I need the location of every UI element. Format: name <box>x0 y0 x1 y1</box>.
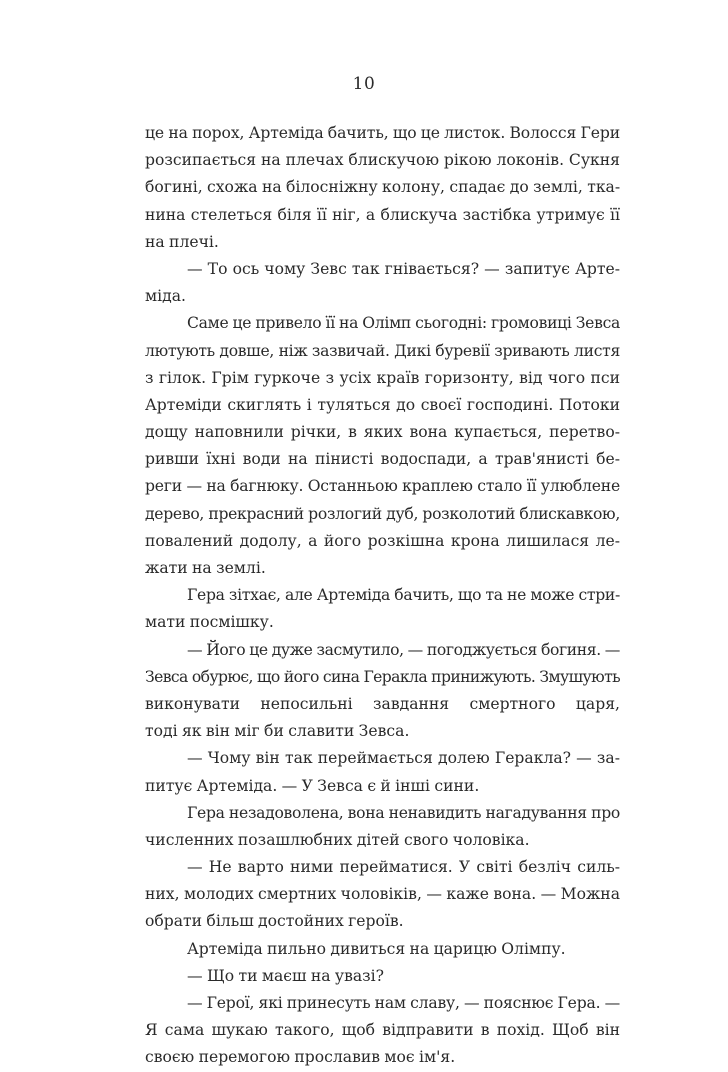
text-line: Артеміди скиглять і туляться до своєї господині. Потоки <box>145 395 620 414</box>
text-line: ривши їхні води на пінисті водоспади, а трав'янисті бе- <box>145 450 620 469</box>
text-line: дощу наповнили річки, в яких вона купається, перетво- <box>145 423 620 442</box>
page-number: 10 <box>352 74 376 94</box>
text-line: нина стелеться біля її ніг, а блискуча застібка утримує її <box>145 205 620 224</box>
text-line: Я сама шукаю такого, щоб відправити в похід. Щоб він <box>145 1021 620 1040</box>
text-line: Зевса обурює, що його сина Геракла принижують. Змушують <box>145 667 620 686</box>
text-line: з гілок. Грім гуркоче з усіх країв горизонту, від чого пси <box>145 368 620 387</box>
body-text <box>145 120 620 1072</box>
text-line: питує Артеміда. — У Зевса є й інші сини. <box>145 776 480 795</box>
text-line: Гера незадоволена, вона ненавидить нагадування про <box>187 803 620 822</box>
text-line: Артеміда пильно дивиться на царицю Олімпу. <box>187 939 566 958</box>
text-line: — Його це дуже засмутило, — погоджується богиня. — <box>187 640 620 659</box>
text-line: Гера зітхає, але Артеміда бачить, що та не може стри- <box>187 586 620 605</box>
text-line: — Не варто ними перейматися. У світі безліч силь- <box>187 858 620 877</box>
text-line: тоді як він міг би славити Зевса. <box>145 722 410 741</box>
text-line: богині, схожа на білосніжну колону, спадає до землі, тка- <box>145 178 621 197</box>
text-line: них, молодих смертних чоловіків, — каже вона. — Можна <box>145 885 620 904</box>
text-line: обрати більш достойних героїв. <box>145 912 404 931</box>
text-line: — То ось чому Зевс так гнівається? — запитує Арте- <box>187 259 620 278</box>
text-line: це на порох, Артеміда бачить, що це листок. Волосся Гери <box>145 124 620 142</box>
text-line: на плечі. <box>145 232 219 251</box>
text-line: повалений додолу, а його розкішна крона лишилася ле- <box>145 531 620 550</box>
text-line: міда. <box>145 287 186 306</box>
text-line: жати на землі. <box>145 559 266 577</box>
text-line: мати посмішку. <box>145 613 274 632</box>
text-line: розсипається на плечах блискучою рікою локонів. Сукня <box>145 151 620 170</box>
text-line: виконувати непосильні завдання смертного царя, <box>145 694 620 713</box>
text-line: численних позашлюбних дітей свого чоловіка. <box>145 830 530 849</box>
text-line: — Чому він так переймається долею Геракла? — за- <box>187 749 620 768</box>
text-line: лютують довше, ніж зазвичай. Дикі буревії зривають листя <box>145 341 620 360</box>
text-line: дерево, прекрасний розлогий дуб, розколотий блискавкою, <box>145 504 620 523</box>
text-line: — Що ти маєш на увазі? <box>187 966 385 985</box>
text-line: — Герої, які принесуть нам славу, — пояснює Гера. — <box>187 994 620 1012</box>
text-line: Саме це привело її на Олімп сьогодні: громовиці Зевса <box>187 314 620 333</box>
text-line: своєю перемогою прославив моє ім'я. <box>145 1048 456 1067</box>
text-line: реги — на багнюку. Останньою краплею стало її улюблене <box>145 477 620 496</box>
